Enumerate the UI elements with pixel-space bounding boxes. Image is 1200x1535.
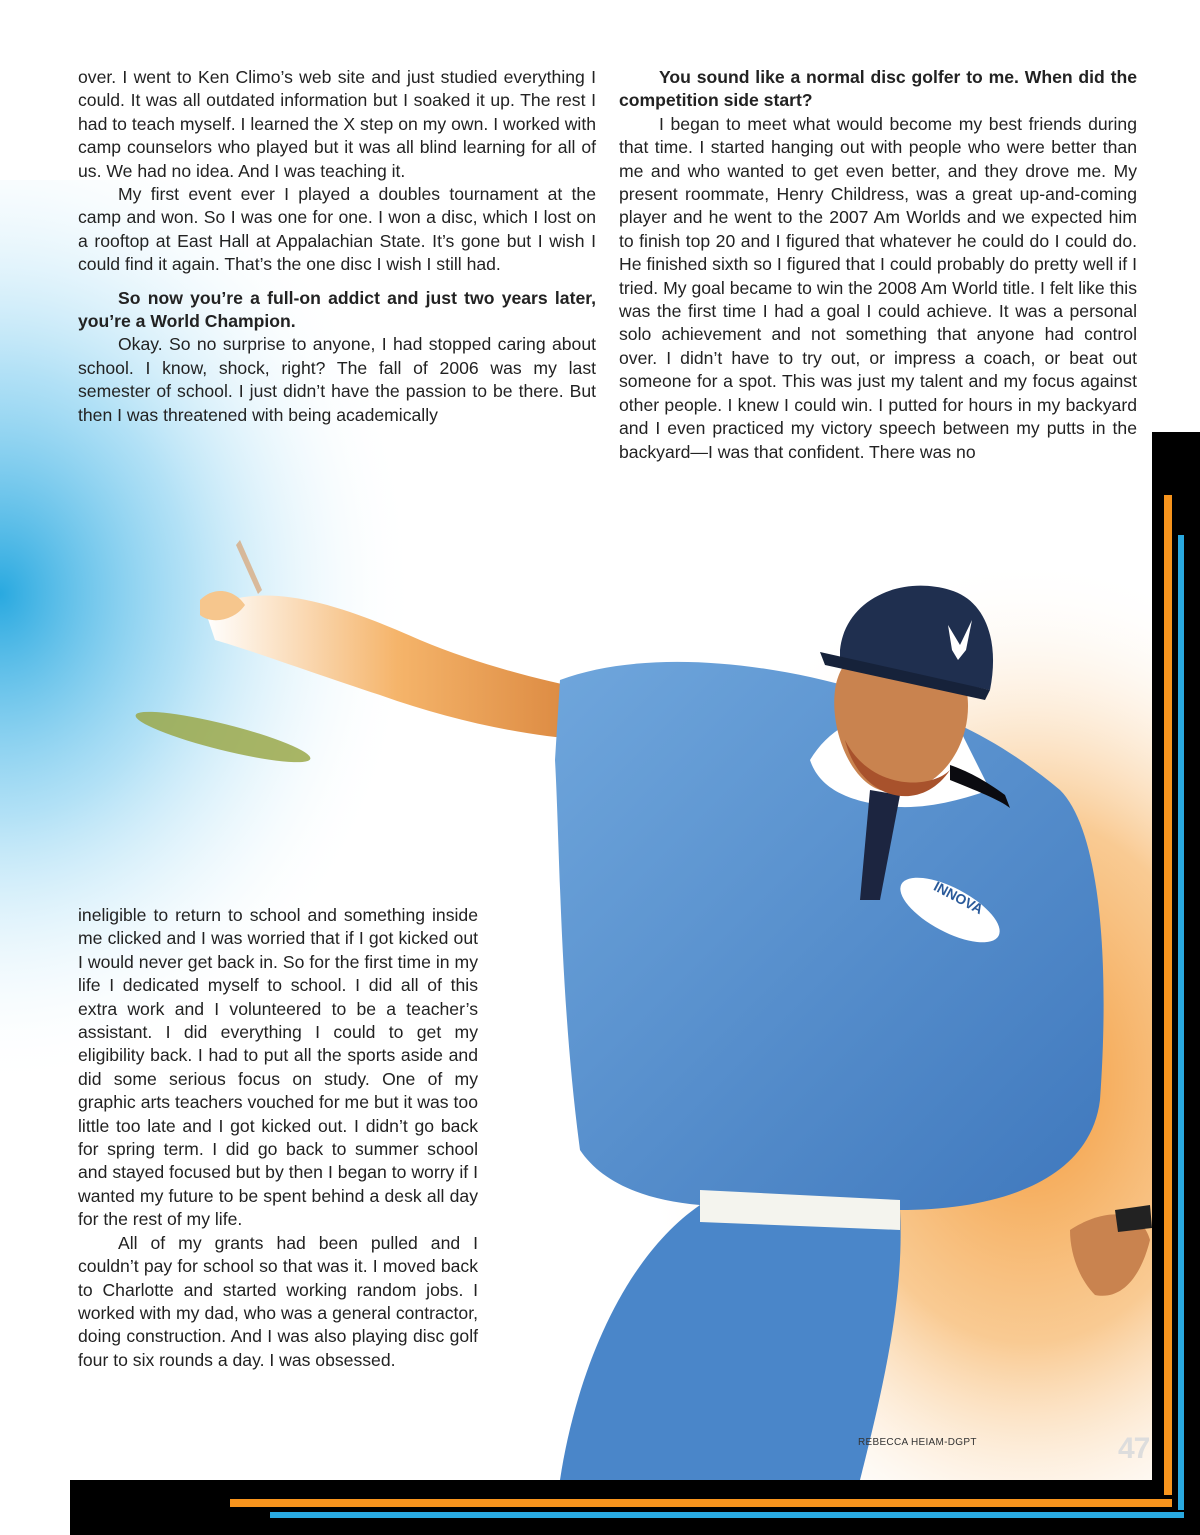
photo-credit: REBECCA HEIAM-DGPT (858, 1437, 977, 1448)
page-number: 47 (1118, 1432, 1150, 1465)
paragraph: Okay. So no surprise to anyone, I had stopped caring about school. I know, shock, right? The fall of 2006 was my last semester of school. I just didn’t have the passion to be there. But then I was threatened with being academically (78, 334, 596, 425)
bottom-frame-bar (70, 1480, 1152, 1535)
interview-question: So now you’re a full-on addict and just two years later, you’re a World Champion. (78, 287, 596, 332)
right-blue-stripe (1178, 535, 1184, 1510)
paragraph: ineligible to return to school and something inside me clicked and I was worried that if I got kicked out I would never get back in. So for the first time in my life I dedicated myself to school. I did all of this extra work and I volunteered to be a teacher’s assistant. I did everything I could to get my eligibility back. I had to put all the sports aside and did some serious focus on study. One of my graphic arts teachers vouched for me but it was too little too late and I got kicked out. I didn’t go back for spring term. I did go back to summer school and stayed focused but by then I began to worry if I wanted my future to be spent behind a desk all day for the rest of my life. (78, 905, 478, 1230)
paragraph: over. I went to Ken Climo’s web site and just studied everything I could. It was all outdated information but I soaked it up. The rest I had to teach myself. I learned the X step on my own. I worked with camp counselors who played but it was all blind learning for all of us. We had no idea. And I was teaching it. (78, 67, 596, 181)
bottom-orange-stripe (230, 1499, 1172, 1507)
right-orange-stripe (1164, 495, 1172, 1495)
article-column-right-top (619, 66, 1137, 464)
paragraph: I began to meet what would become my best friends during that time. I started hanging out with people who were better than me and who wanted to get even better, and they drove me. My present roommate, Henry Childress, was a great up-and-coming player and he went to the 2007 Am Worlds and we expected him to finish top 20 and I figured that whatever he could do I could do. He finished sixth so I figured that I could probably do pretty well if I tried. My goal became to win the 2008 Am World title. I felt like this was the first time I had a goal I could achieve. It was a personal solo achievement and not something that anyone had control over. I didn’t have to try out, or impress a coach, or beat out someone for a spot. This was just my talent and my focus against other people. I knew I could win. I putted for hours in my backyard and I even practiced my victory speech between my putts in the backyard—I was that confident. There was no (619, 113, 1137, 462)
bottom-blue-stripe (270, 1512, 1184, 1518)
right-frame-bar (1152, 432, 1200, 1535)
interview-question: You sound like a normal disc golfer to me. When did the competition side start? (619, 67, 1137, 111)
innova-logo-text: INNOVA (931, 877, 986, 918)
article-column-left-top (78, 66, 596, 427)
article-column-left-bottom (78, 904, 478, 1372)
paragraph: All of my grants had been pulled and I couldn’t pay for school so that was it. I moved back to Charlotte and started working random jobs. I worked with my dad, who was a general contractor, doing construction. And I was also playing disc golf four to six rounds a day. I was obsessed. (78, 1232, 478, 1370)
paragraph: My first event ever I played a doubles tournament at the camp and won. So I was one for one. I won a disc, which I lost on a rooftop at East Hall at Appalachian State. It’s gone but I wish I could find it again. That’s the one disc I wish I still had. (78, 184, 596, 275)
